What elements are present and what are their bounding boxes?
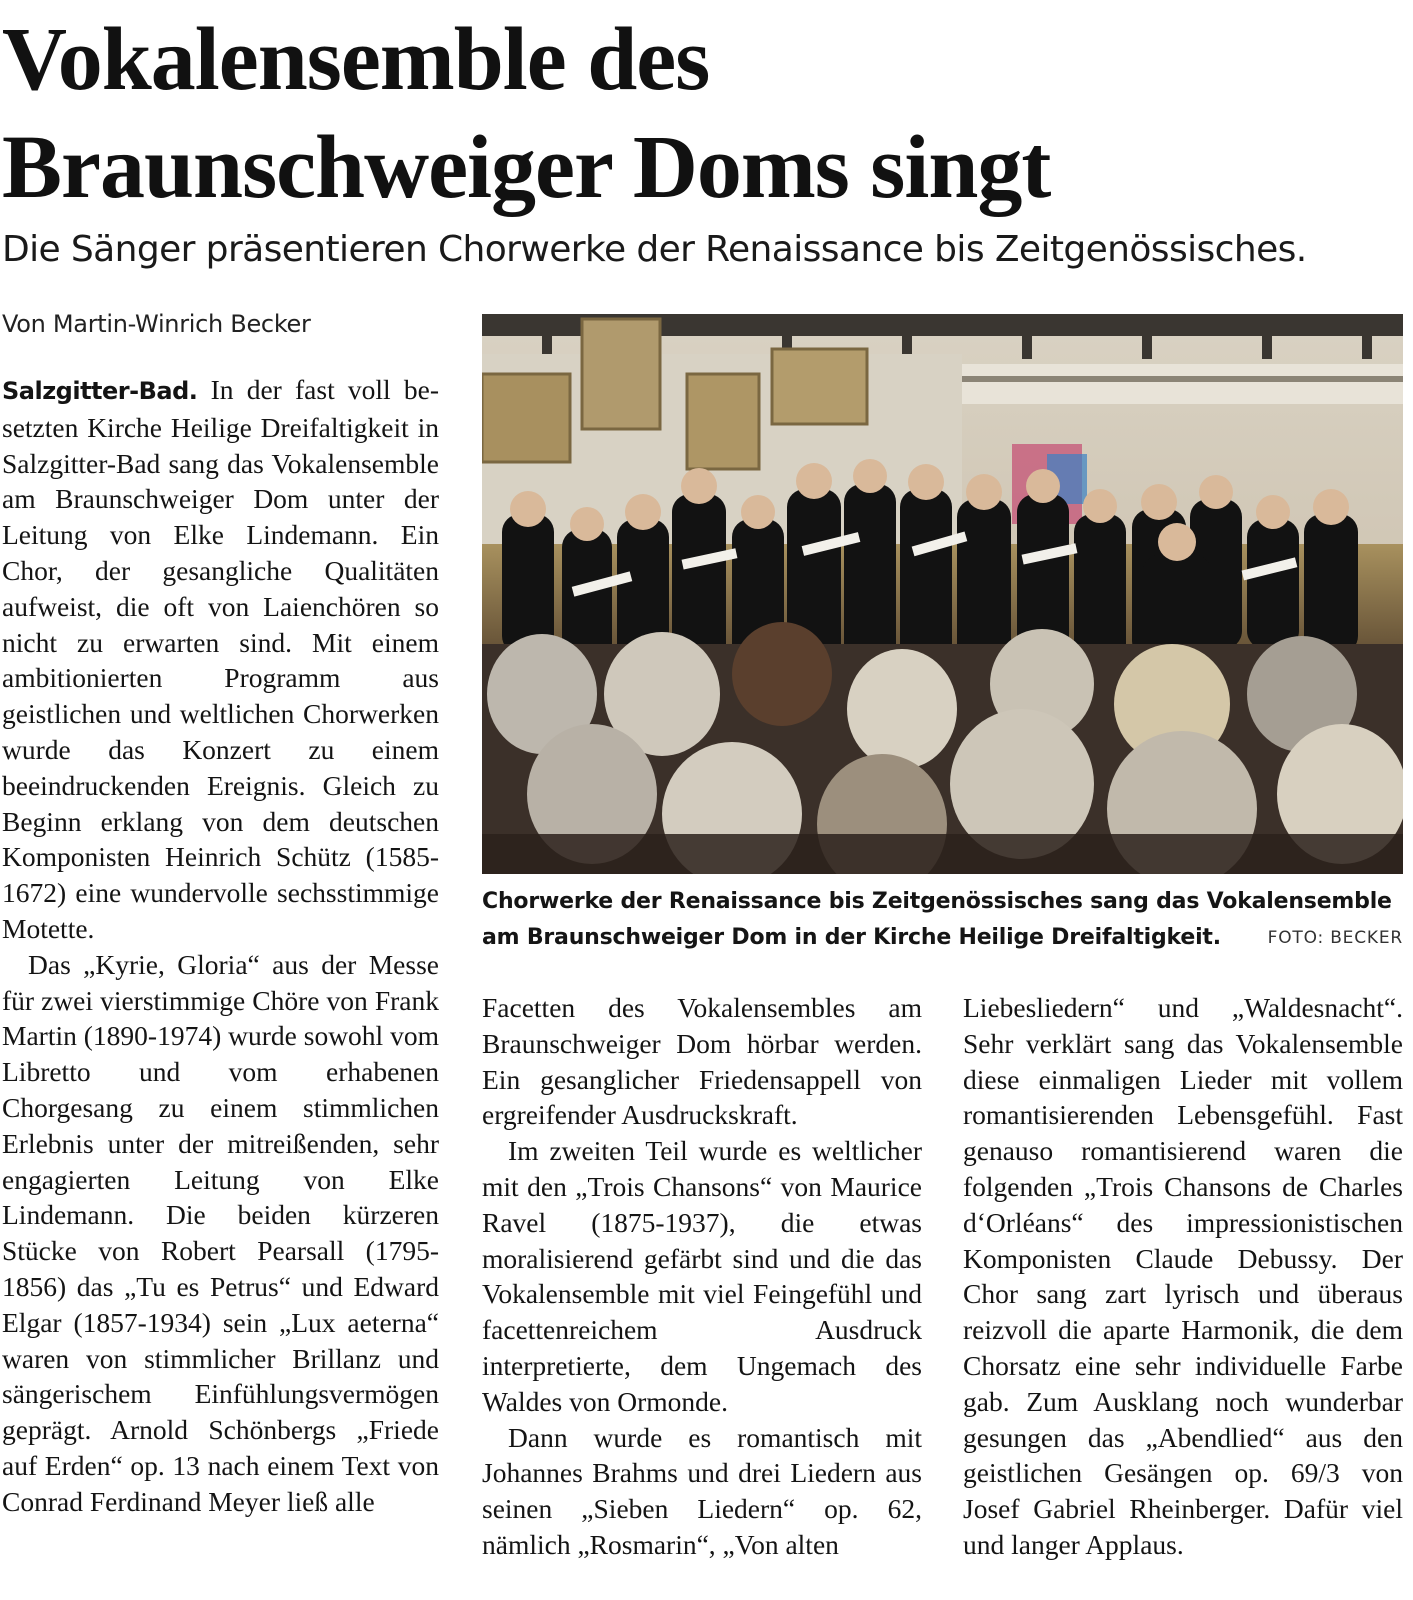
article-photo bbox=[482, 314, 1403, 874]
article-column-1 bbox=[2, 372, 439, 1520]
paragraph-4: Im zweiten Teil wurde es weltlicher mit den „Trois Chansons“ von Maurice Ravel (1875-1937), die etwas moralisierend gefärbt sind und die das Vokalensemble mit viel Feingefühl und facettenreichem Ausdruck interpretierte, dem Ungemach des Waldes von Ormonde. bbox=[482, 1135, 922, 1417]
dateline: Salzgitter-Bad. bbox=[2, 377, 198, 405]
paragraph-1-text: In der fast voll besetzten Kirche Heilige Dreifaltigkeit in Salzgitter-Bad sang das Vokalensemble am Braunschweiger Dom unter der Leitung von Elke Lindemann. Ein Chor, der gesangliche Qualitäten aufweist, die oft von Laienchören so nicht zu erwarten sind. Mit einem ambitionierten Programm aus geistlichen und weltlichen Chorwerken wurde das Konzert zu einem beeindruckenden Ereignis. Gleich zu Beginn erklang von dem deutschen Komponisten Heinrich Schütz (1585-1672) eine wundervolle sechsstimmige Motette. bbox=[2, 374, 440, 944]
photo-credit: FOTO: BECKER bbox=[1267, 928, 1403, 948]
paragraph-6: Liebesliedern“ und „Waldesnacht“. Sehr verklärt sang das Vokalensemble diese einmaligen Lieder mit vollem romantisierenden Lebensgefühl. Fast genauso romantisierend waren die folgenden „Trois Chansons de Charles d‘Orléans“ des impressionistischen Komponisten Claude Debussy. Der Chor sang zart lyrisch und überaus reizvoll die aparte Harmonik, die dem Chorsatz eine sehr individuelle Farbe gab. Zum Ausklang noch wunderbar gesungen das „Abendlied“ aus den geistlichen Gesängen op. 69/3 von Josef Gabriel Rheinberger. Dafür viel und langer Applaus. bbox=[963, 992, 1403, 1560]
paragraph-3: Facetten des Vokalensembles am Braunschweiger Dom hörbar werden. Ein gesanglicher Friedensappell von ergreifender Ausdruckskraft. bbox=[482, 992, 922, 1131]
byline: Von Martin-Winrich Becker bbox=[2, 310, 311, 338]
paragraph-2: Das „Kyrie, Gloria“ aus der Messe für zwei vierstimmige Chöre von Frank Martin (1890-1974) wurde sowohl vom Libretto und vom erhabenen Chorgesang zu einem stimmlichen Erlebnis unter der mitreißenden, sehr engagierten Leitung von Elke Lindemann. Die beiden kürzeren Stücke von Robert Pearsall (1795-1856) das „Tu es Petrus“ und Edward Elgar (1857-1934) sein „Lux aeterna“ waren von stimmlicher Brillanz und sängerischem Einfühlungsvermögen geprägt. Arnold Schönbergs „Friede auf Erden“ op. 13 nach einem Text von Conrad Ferdinand Meyer ließ alle bbox=[2, 948, 439, 1517]
paragraph-5: Dann wurde es romantisch mit Johannes Brahms und drei Liedern aus seinen „Sieben Liedern“ op. 62, nämlich „Rosmarin“, „Von alten bbox=[482, 1421, 922, 1560]
article-column-3 bbox=[963, 990, 1403, 1563]
paragraph-1 bbox=[2, 372, 439, 947]
headline-line-2: Braunschweiger Doms singt bbox=[2, 118, 1051, 217]
headline bbox=[2, 6, 1402, 222]
choir-concert-photo-icon bbox=[482, 314, 1403, 874]
article-column-2 bbox=[482, 990, 922, 1563]
subtitle: Die Sänger präsentieren Chorwerke der Renaissance bis Zeitgenössisches. bbox=[2, 229, 1307, 270]
photo-caption: Chorwerke der Renaissance bis Zeitgenössisches sang das Vokalensemble am Braunschweiger Dom in der Kirche Heilige Dreifaltigkeit. bbox=[482, 889, 1392, 950]
headline-line-1: Vokalensemble des bbox=[2, 10, 710, 109]
